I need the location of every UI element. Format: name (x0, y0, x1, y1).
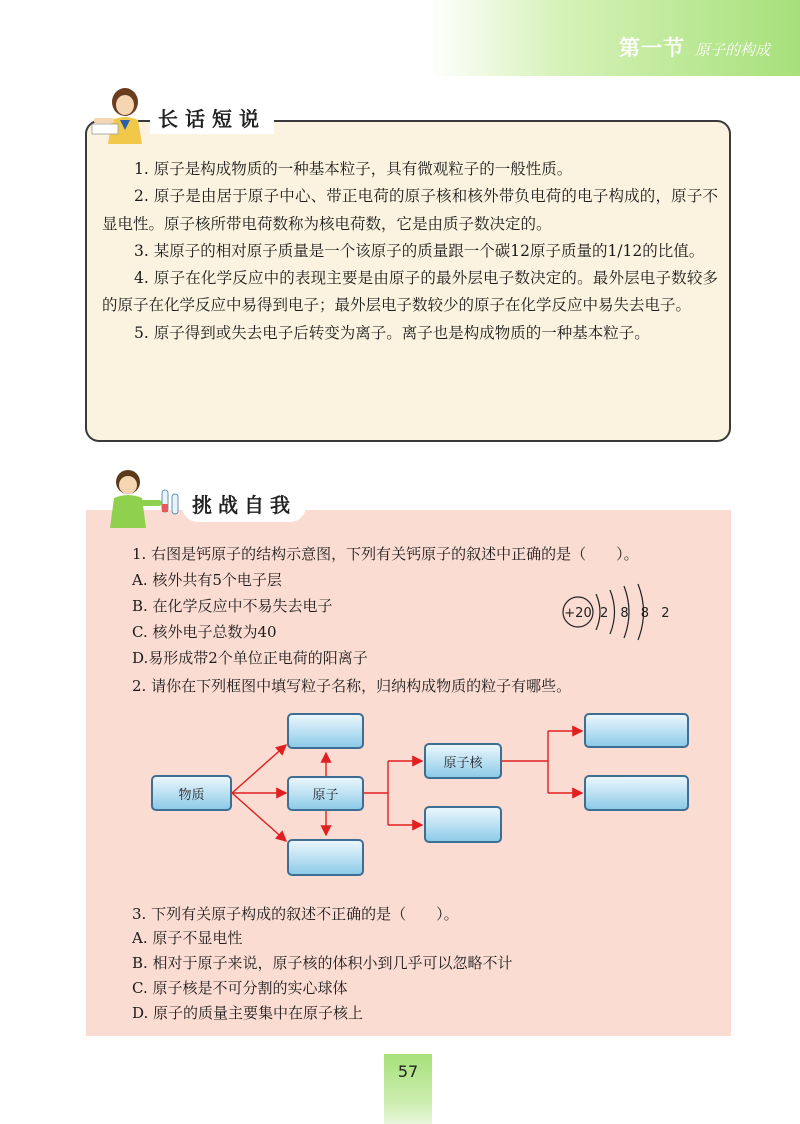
summary-paragraph: 4. 原子在化学反应中的表现主要是由原子的最外层电子数决定的。最外层电子数较多的原子在化学反应中易得到电子；最外层电子数较少的原子在化学反应中易失去电子。 (102, 269, 718, 315)
q1-option-a: A. 核外共有5个电子层 (132, 571, 282, 589)
blank-box-after-atom[interactable] (424, 806, 502, 843)
summary-paragraph: 3. 某原子的相对原子质量是一个该原子的质量跟一个碳12原子质量的1/12的比值。 (134, 241, 705, 260)
question-3-stem: 3. 下列有关原子构成的叙述不正确的是（ ）。 (132, 905, 459, 923)
blank-box-nucleus-bottom[interactable] (584, 775, 689, 811)
electron-shells-label: 2 8 8 2 (600, 606, 674, 621)
atom-nucleus-label: +20 (564, 606, 592, 621)
box-nucleus: 原子核 (424, 743, 502, 779)
blank-box-bottom[interactable] (287, 839, 364, 876)
section-number: 第一节 (618, 36, 685, 60)
q3-option-c: C. 原子核是不可分割的实心球体 (132, 979, 348, 997)
q1-option-d: D.易形成带2个单位正电荷的阳离子 (132, 649, 368, 667)
q3-option-b: B. 相对于原子来说，原子核的体积小到几乎可以忽略不计 (132, 954, 513, 972)
girl-illustration (92, 84, 154, 146)
page-header (619, 32, 770, 62)
q1-option-c: C. 核外电子总数为40 (132, 623, 277, 641)
challenge-title: 挑战自我 (182, 488, 306, 522)
page-number: 57 (397, 1062, 419, 1081)
summary-paragraph: 5. 原子得到或失去电子后转变为离子。离子也是构成物质的一种基本粒子。 (134, 323, 650, 342)
box-substance: 物质 (151, 775, 232, 811)
blank-box-top[interactable] (287, 713, 364, 749)
summary-paragraph: 1. 原子是构成物质的一种基本粒子，具有微观粒子的一般性质。 (134, 160, 573, 178)
calcium-atom-diagram (560, 580, 674, 640)
q3-option-d: D. 原子的质量主要集中在原子核上 (132, 1004, 364, 1022)
section-title: 原子的构成 (694, 41, 770, 59)
q1-option-b: B. 在化学反应中不易失去电子 (132, 597, 333, 615)
summary-title: 长话短说 (150, 104, 274, 134)
question-1-stem: 1. 右图是钙原子的结构示意图，下列有关钙原子的叙述中正确的是（ ）。 (132, 545, 639, 563)
box-atom: 原子 (287, 776, 364, 811)
q3-option-a: A. 原子不显电性 (132, 929, 243, 947)
blank-box-nucleus-top[interactable] (584, 713, 689, 748)
summary-text (102, 156, 718, 347)
boy-illustration (100, 466, 182, 528)
summary-paragraph: 2. 原子是由居于原子中心、带正电荷的原子核和核外带负电荷的电子构成的，原子不显电性。原子核所带电荷数称为核电荷数，它是由质子数决定的。 (102, 187, 718, 233)
question-2-stem: 2. 请你在下列框图中填写粒子名称，归纳构成物质的粒子有哪些。 (132, 677, 572, 695)
